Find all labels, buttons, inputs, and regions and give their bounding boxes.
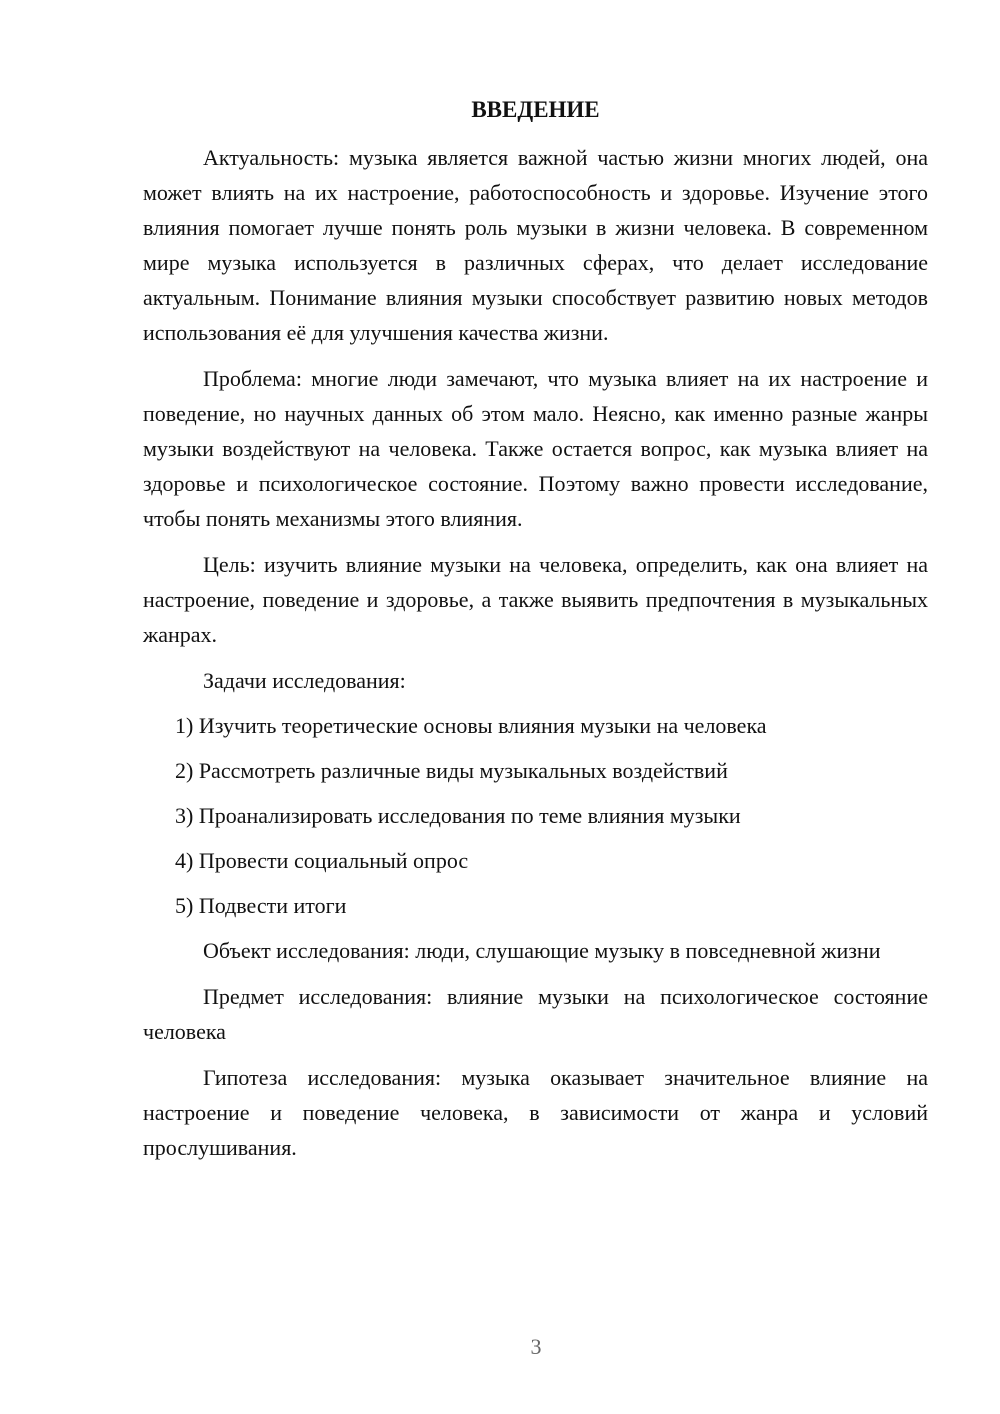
hypothesis-paragraph: Гипотеза исследования: музыка оказывает значительное влияние на настроение и поведение человека, в зависимости от жанра и условий прослушивания. <box>143 1065 928 1160</box>
goal-paragraph: Цель: изучить влияние музыки на человека, определить, как она влияет на настроение, поведение и здоровье, а также выявить предпочтения в музыкальных жанрах. <box>143 552 928 647</box>
tasks-list <box>143 708 928 923</box>
task-item: 2) Рассмотреть различные виды музыкальных воздействий <box>175 758 728 783</box>
subject-paragraph: Предмет исследования: влияние музыки на психологическое состояние человека <box>143 984 928 1044</box>
task-item: 3) Проанализировать исследования по теме влияния музыки <box>175 803 741 828</box>
object-paragraph: Объект исследования: люди, слушающие музыку в повседневной жизни <box>203 938 881 963</box>
tasks-title: Задачи исследования: <box>203 668 406 693</box>
document-page <box>143 92 928 1176</box>
section-heading: ВВЕДЕНИЕ <box>471 97 600 122</box>
problem-paragraph: Проблема: многие люди замечают, что музыка влияет на их настроение и поведение, но научных данных об этом мало. Неясно, как именно разные жанры музыки воздействуют на человека. Также остается вопрос, как музыка влияет на здоровье и психологическое состояние. Поэтому важно провести исследование, чтобы понять механизмы этого влияния. <box>143 366 928 531</box>
task-item: 4) Провести социальный опрос <box>175 848 469 873</box>
task-item: 5) Подвести итоги <box>175 893 347 918</box>
relevance-paragraph: Актуальность: музыка является важной частью жизни многих людей, она может влиять на их настроение, работоспособность и здоровье. Изучение этого влияния помогает лучше понять роль музыки в жизни человека. В современном мире музыка используется в различных сферах, что делает исследование актуальным. Понимание влияния музыки способствует развитию новых методов использования её для улучшения качества жизни. <box>143 145 928 345</box>
page-number: 3 <box>530 1334 542 1359</box>
task-item: 1) Изучить теоретические основы влияния музыки на человека <box>175 713 767 738</box>
